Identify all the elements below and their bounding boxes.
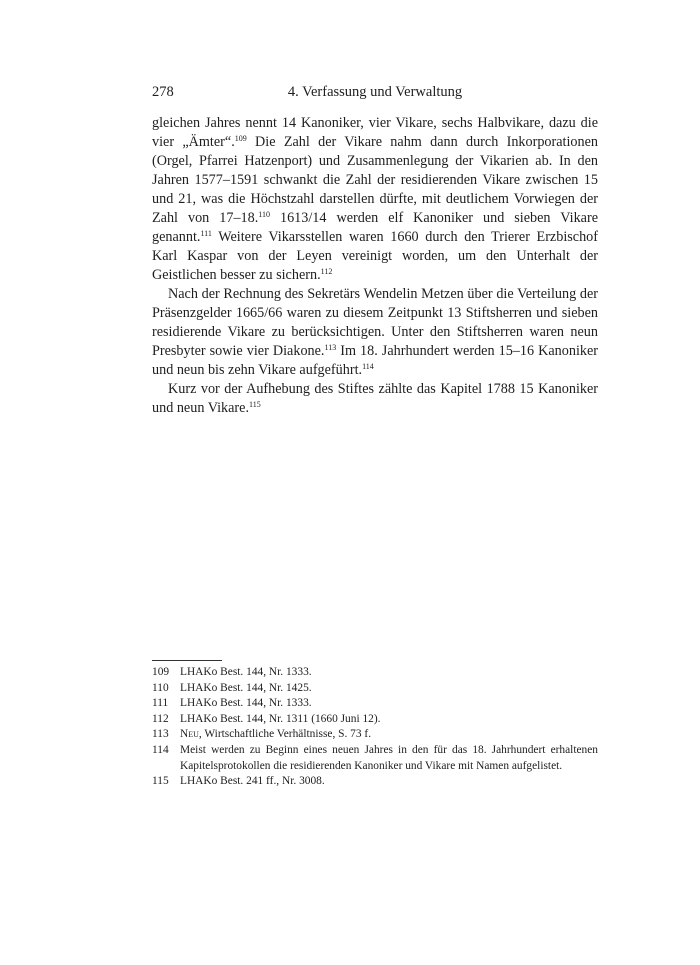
- footnote-text: [180, 712, 598, 728]
- text-run: LHAKo Best. 144, Nr. 1425.: [180, 681, 312, 694]
- text-run: LHAKo Best. 144, Nr. 1333.: [180, 697, 312, 710]
- paragraph: [152, 285, 598, 380]
- footnote-text: [180, 743, 598, 774]
- footnote: [152, 727, 598, 743]
- text-run: Weitere Vikarsstellen waren 1660 durch den Trierer Erzbischof Karl Kaspar von der Leyen vereinigt worden, um den Unterhalt der Geistlichen besser zu sichern.: [152, 229, 598, 283]
- footnote-reference[interactable]: 109: [234, 134, 247, 143]
- footnote-text: [180, 774, 598, 790]
- text-run: Im 18. Jahrhundert werden 15–16 Kanoniker und neun bis zehn Vikare aufgeführt.: [152, 343, 598, 378]
- text-run: LHAKo Best. 241 ff., Nr. 3008.: [180, 775, 325, 788]
- footnote: [152, 681, 598, 697]
- text-run: Meist werden zu Beginn eines neuen Jahres in den für das 18. Jahrhundert erhaltenen Kapitelsprotokollen die residierenden Kanoniker und Vikare mit Namen aufgelistet.: [180, 743, 598, 772]
- running-title: 4. Verfassung und Verwaltung: [287, 84, 463, 100]
- text-run: LHAKo Best. 144, Nr. 1333.: [180, 666, 312, 678]
- page-number: 278: [152, 84, 174, 100]
- footnote-text: [180, 727, 598, 743]
- footnote-number: 113: [152, 728, 169, 741]
- text-run: LHAKo Best. 144, Nr. 1311 (1660 Juni 12).: [180, 712, 381, 725]
- footnote-reference[interactable]: 110: [258, 210, 270, 219]
- text-run: gleichen Jahres nennt 14 Kanoniker, vier Vikare, sechs Halbvikare, dazu die vier „Ämter“.: [152, 115, 598, 150]
- footnote: [152, 712, 598, 728]
- footnote-number: 114: [152, 743, 169, 756]
- footnote-number: 111: [152, 697, 169, 710]
- footnote-reference[interactable]: 113: [324, 343, 337, 352]
- footnote-number: 110: [152, 681, 169, 694]
- footnote: [152, 696, 598, 712]
- footnote-reference[interactable]: 112: [320, 267, 333, 276]
- running-header: [152, 84, 598, 104]
- footnote-number: 109: [152, 666, 170, 678]
- footnote: [152, 774, 598, 790]
- paragraph: [152, 114, 598, 285]
- footnote-reference[interactable]: 115: [249, 400, 261, 409]
- footnote-text: [180, 696, 598, 712]
- text-run: Die Zahl der Vikare nahm dann durch Inkorporationen (Orgel, Pfarrei Hatzenport) und Zusammenlegung der Vikarien ab. In den Jahren 1577–1591 schwankt die Zahl der residierenden Vikare zwischen 15 und 21, was die Höchstzahl darstellen dürfte, mit deutlichem Vorwiegen der Zahl von 17–18.: [152, 134, 598, 226]
- footnotes: [152, 665, 598, 790]
- footnote-reference[interactable]: 114: [362, 362, 374, 371]
- footnote: [152, 665, 598, 681]
- text-run: Nach der Rechnung des Sekretärs Wendelin Metzen über die Verteilung der Präsenzgelder 1665/66 waren zu diesem Zeitpunkt 13 Stiftsherren und sieben residierende Vikare zu berücksichtigen. Unter den Stiftsherren waren neun Presbyter sowie vier Diakone.: [152, 286, 598, 359]
- footnote-reference[interactable]: 111: [200, 229, 212, 238]
- footnote-text: [180, 665, 598, 681]
- footnote-separator: [152, 660, 222, 661]
- author-name: Neu: [180, 728, 199, 741]
- footnote-number: 112: [152, 712, 169, 725]
- footnote: [152, 743, 598, 774]
- footnote-text: [180, 681, 598, 697]
- text-run: Kurz vor der Aufhebung des Stiftes zählte das Kapitel 1788 15 Kanoniker und neun Vikare.: [152, 381, 598, 416]
- paragraph: [152, 380, 598, 418]
- text-run: , Wirtschaftliche Verhältnisse, S. 73 f.: [198, 728, 372, 741]
- footnote-number: 115: [152, 775, 169, 788]
- text-run: 1613/14 werden elf Kanoniker und sieben Vikare genannt.: [152, 210, 599, 245]
- main-text: [152, 114, 598, 418]
